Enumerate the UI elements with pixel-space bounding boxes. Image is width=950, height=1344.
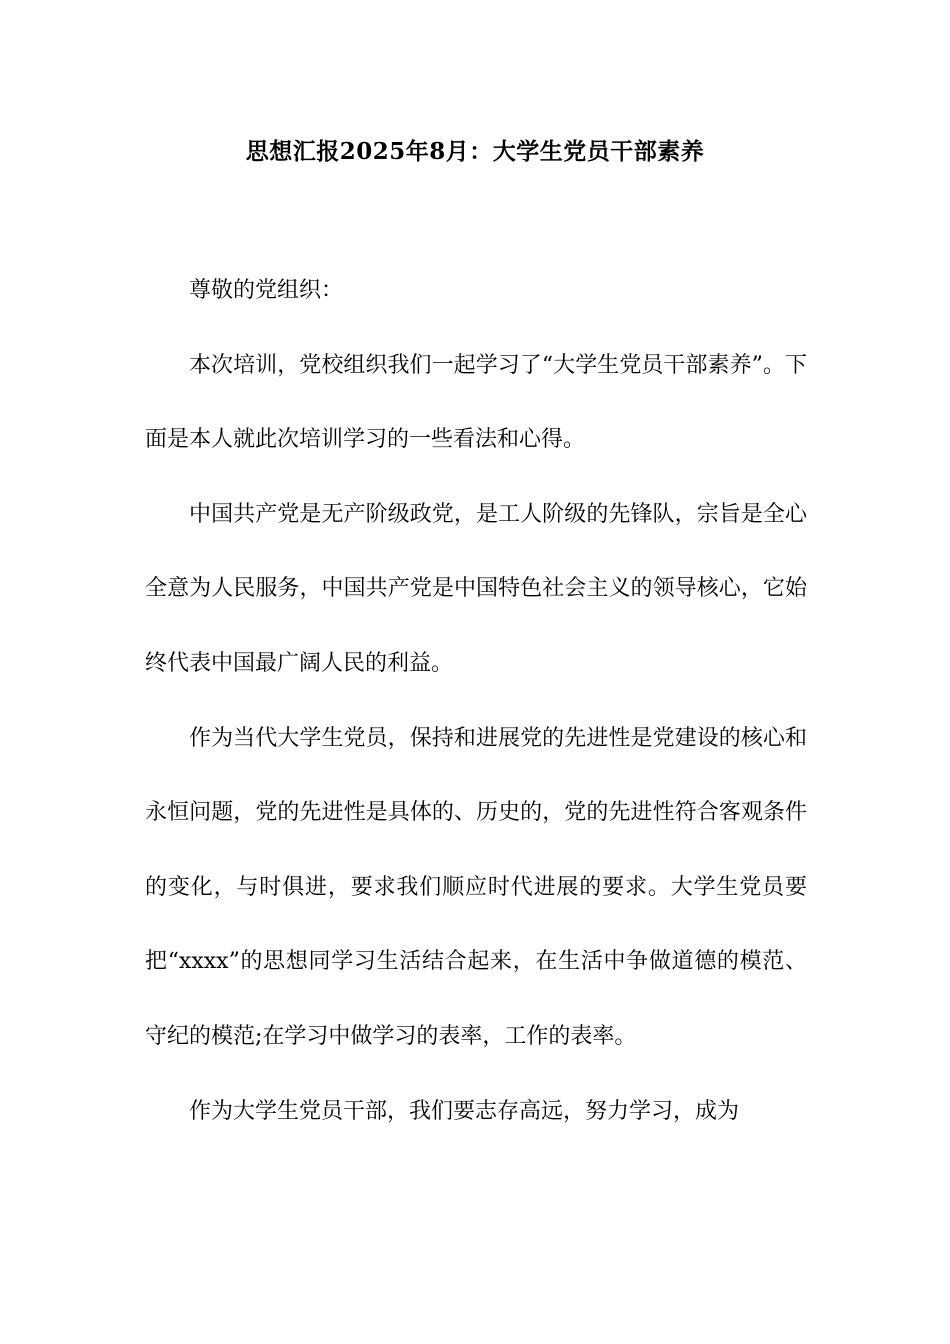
- paragraph-party-nature: 中国共产党是无产阶级政党，是工人阶级的先锋队，宗旨是全心全意为人民服务，中国共产党是中国特色社会主义的领导核心，它始终代表中国最广阔人民的利益。: [145, 501, 807, 676]
- paragraph-student-member: 作为当代大学生党员，保持和进展党的先进性是党建设的核心和永恒问题，党的先进性是具体的、历史的，党的先进性符合客观条件的变化，与时俱进，要求我们顺应时代进展的要求。大学生党员要把“xxxx”的思想同学习生活结合起来，在生活中争做道德的模范、守纪的模范;在学习中做学习的表率，工作的表率。: [145, 725, 807, 1049]
- paragraph-training-intro: 本次培训，党校组织我们一起学习了“大学生党员干部素养”。下面是本人就此次培训学习的一些看法和心得。: [145, 352, 807, 453]
- salutation: 尊敬的党组织：: [189, 278, 344, 303]
- paragraph-cadre-aspiration: 作为大学生党员干部，我们要志存高远，努力学习，成为: [189, 1098, 740, 1124]
- document-title: 思想汇报2025年8月：大学生党员干部素养: [245, 138, 705, 165]
- document-body: [145, 254, 807, 1149]
